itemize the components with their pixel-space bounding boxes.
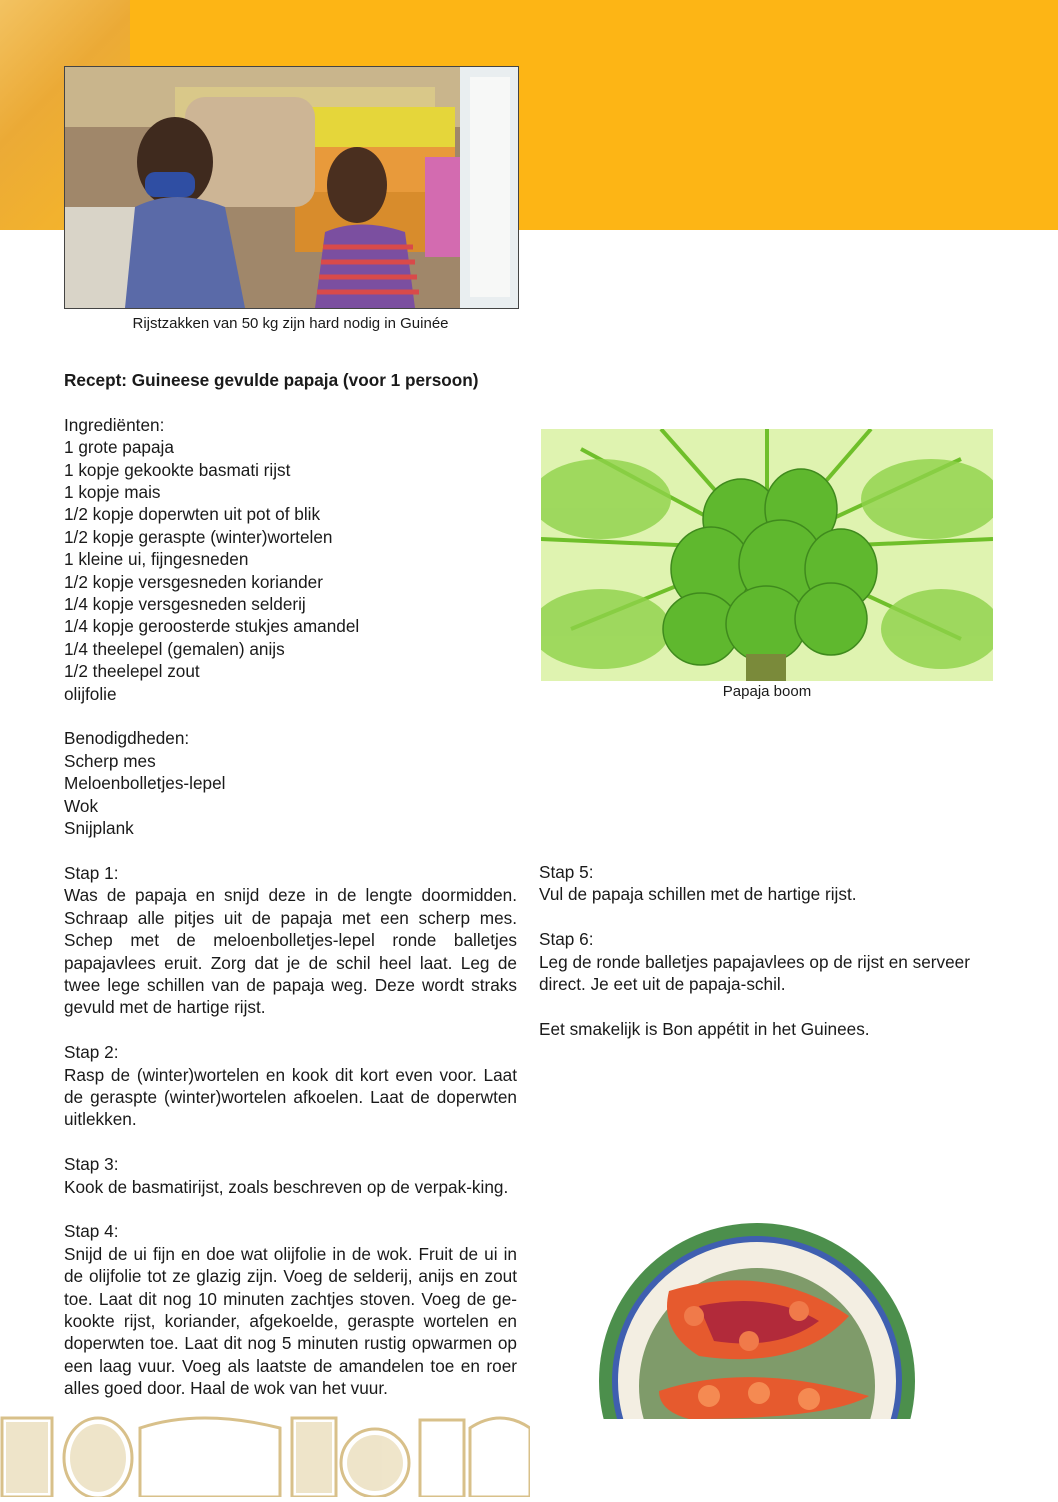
step-title: Stap 3: <box>64 1154 119 1175</box>
step-title: Stap 1: <box>64 862 119 883</box>
step-text: Vul de papaja schillen met de hartige rijst. <box>539 884 857 905</box>
step-text: Was de papaja en snijd deze in de lengte doormidden. Schraap alle pitjes uit de papaja met een scherp mes. Schep met de meloenbolletjes-lepel ronde balletjes papajavlees eruit. Zorg dat je de schil heel laat. Leg de twee lege schillen van de papaja weg. Deze wordt straks gevuld met de hartige rijst. <box>64 885 517 1018</box>
ingredient-item: 1/4 kopje versgesneden selderij <box>64 594 306 615</box>
ingredient-item: 1 kopje mais <box>64 482 161 503</box>
step-text: Leg de ronde balletjes papajavlees op de rijst en serveer direct. Je eet uit de papaja-schil. <box>539 951 970 995</box>
step-text: Snijd de ui fijn en doe wat olijfolie in de wok. Fruit de ui in de olijfolie tot ze glazig zijn. Voeg de selderij, anijs en zout toe. Laat dit nog 10 minuten zachtjes stoven. Voeg de ge-kookte rijst, koriander, afgekoelde, geraspte wortelen en doperwten toe. Laat dit nog 5 minuten rustig opwarmen op een laag vuur. Voeg als laatste de amandelen toe en roer alles goed door. Haal de wok van het vuur. <box>64 1243 517 1399</box>
photo2-caption: Papaja boom <box>722 683 812 700</box>
ingredient-item: 1/2 theelepel zout <box>64 661 200 682</box>
step-title: Stap 5: <box>539 862 594 882</box>
ingredient-item: 1/2 kopje doperwten uit pot of blik <box>64 504 321 525</box>
ingredient-item: olijfolie <box>64 683 117 704</box>
recipe-title: Recept: Guineese gevulde papaja (voor 1 persoon) <box>64 370 479 390</box>
step-text: Kook de basmatirijst, zoals beschreven op de verpak-king. <box>64 1176 509 1197</box>
recipe-right-column <box>539 861 979 1040</box>
tools-heading: Benodigdheden: <box>64 728 190 749</box>
tool-item: Snijplank <box>64 818 134 839</box>
ingredient-item: 1 grote papaja <box>64 437 174 458</box>
step-title: Stap 6: <box>539 929 594 950</box>
ingredient-item: 1/4 theelepel (gemalen) anijs <box>64 638 285 659</box>
closing-text: Eet smakelijk is Bon appétit in het Guinees. <box>539 1018 870 1039</box>
stuffed-papaya-photo <box>599 1221 915 1419</box>
ingredient-item: 1/2 kopje geraspte (winter)wortelen <box>64 526 333 547</box>
tool-item: Meloenbolletjes-lepel <box>64 773 226 794</box>
step-title: Stap 4: <box>64 1221 119 1242</box>
ingredient-item: 1 kleine ui, fijngesneden <box>64 549 249 570</box>
tool-item: Scherp mes <box>64 750 156 771</box>
recipe-left-column <box>64 369 517 1400</box>
decorative-stamps <box>0 1408 530 1497</box>
papaya-tree-photo <box>541 429 993 681</box>
tool-item: Wok <box>64 795 99 816</box>
photo1-caption: Rijstzakken van 50 kg zijn hard nodig in Guinée <box>132 315 449 332</box>
step-text: Rasp de (winter)wortelen en kook dit kort even voor. Laat de geraspte (winter)wortelen afkoelen. Laat de doperwten uitlekken. <box>64 1064 517 1130</box>
ingredient-item: 1/2 kopje versgesneden koriander <box>64 571 323 592</box>
ingredient-item: 1 kopje gekookte basmati rijst <box>64 459 291 480</box>
ingredient-item: 1/4 kopje geroosterde stukjes amandel <box>64 616 360 637</box>
rice-sacks-photo <box>64 66 519 309</box>
step-title: Stap 2: <box>64 1042 119 1063</box>
ingredients-heading: Ingrediënten: <box>64 414 165 435</box>
